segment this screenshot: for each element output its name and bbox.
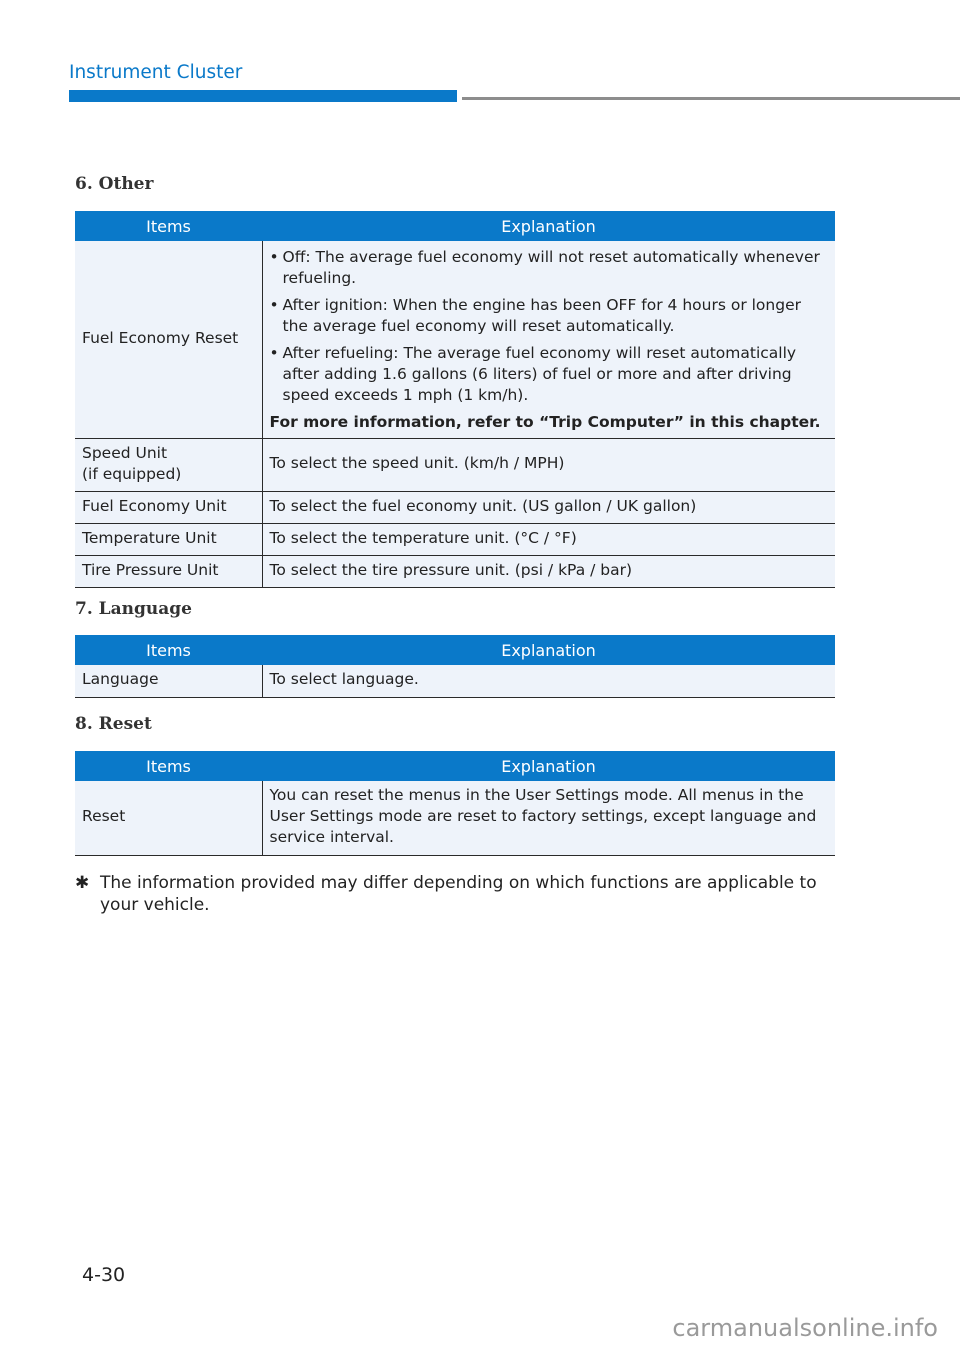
table-row bbox=[75, 665, 835, 697]
col-header-explanation: Explanation bbox=[262, 635, 835, 665]
explanation-speed-unit: To select the speed unit. (km/h / MPH) bbox=[262, 438, 835, 491]
table-row bbox=[75, 523, 835, 555]
table-row bbox=[75, 555, 835, 587]
bullet-item: • After ignition: When the engine has been OFF for 4 hours or longer the average fuel economy will reset automatically. bbox=[270, 295, 830, 337]
table-header-row bbox=[75, 751, 835, 781]
chapter-title: Instrument Cluster bbox=[69, 62, 243, 83]
page-number: 4-30 bbox=[82, 1264, 126, 1286]
trip-computer-reference: For more information, refer to “Trip Computer” in this chapter. bbox=[269, 413, 821, 432]
section-heading-other: 6. Other bbox=[75, 174, 154, 194]
footnote-text: The information provided may differ depending on which functions are applicable to your vehicle. bbox=[100, 873, 817, 915]
watermark: carmanualsonline.info bbox=[672, 1314, 938, 1342]
asterisk-icon: ✱ bbox=[75, 873, 90, 893]
table-row bbox=[75, 438, 835, 491]
bullet-item: • Off: The average fuel economy will not reset automatically whenever refueling. bbox=[270, 247, 830, 289]
reset-settings-table bbox=[75, 751, 835, 856]
footnote bbox=[75, 872, 835, 916]
col-header-items: Items bbox=[75, 211, 262, 241]
language-settings-table bbox=[75, 635, 835, 698]
header-rule-blue bbox=[69, 90, 457, 102]
item-fuel-economy-reset: Fuel Economy Reset bbox=[75, 241, 262, 438]
section-heading-language: 7. Language bbox=[75, 599, 192, 619]
item-speed-unit: Speed Unit (if equipped) bbox=[75, 438, 262, 491]
col-header-explanation: Explanation bbox=[262, 211, 835, 241]
item-tire-pressure-unit: Tire Pressure Unit bbox=[75, 555, 262, 587]
explanation-temperature-unit: To select the temperature unit. (°C / °F) bbox=[262, 523, 835, 555]
item-fuel-economy-unit: Fuel Economy Unit bbox=[75, 491, 262, 523]
other-settings-table bbox=[75, 211, 835, 588]
explanation-fuel-economy-unit: To select the fuel economy unit. (US gallon / UK gallon) bbox=[262, 491, 835, 523]
explanation-tire-pressure-unit: To select the tire pressure unit. (psi / kPa / bar) bbox=[262, 555, 835, 587]
explanation-fuel-economy-reset bbox=[262, 241, 835, 438]
table-row bbox=[75, 491, 835, 523]
table-header-row bbox=[75, 211, 835, 241]
col-header-explanation: Explanation bbox=[262, 751, 835, 781]
table-row bbox=[75, 241, 835, 438]
item-reset: Reset bbox=[75, 781, 262, 855]
item-language: Language bbox=[75, 665, 262, 697]
item-temperature-unit: Temperature Unit bbox=[75, 523, 262, 555]
explanation-language: To select language. bbox=[262, 665, 835, 697]
table-header-row bbox=[75, 635, 835, 665]
header-rule-gray bbox=[462, 97, 960, 100]
explanation-reset: You can reset the menus in the User Settings mode. All menus in the User Settings mode are reset to factory settings, except language and service interval. bbox=[262, 781, 835, 855]
table-row bbox=[75, 781, 835, 855]
bullet-item: • After refueling: The average fuel economy will reset automatically after adding 1.6 gallons (6 liters) of fuel or more and after driving speed exceeds 1 mph (1 km/h). bbox=[270, 343, 830, 406]
col-header-items: Items bbox=[75, 751, 262, 781]
col-header-items: Items bbox=[75, 635, 262, 665]
section-heading-reset: 8. Reset bbox=[75, 714, 152, 734]
